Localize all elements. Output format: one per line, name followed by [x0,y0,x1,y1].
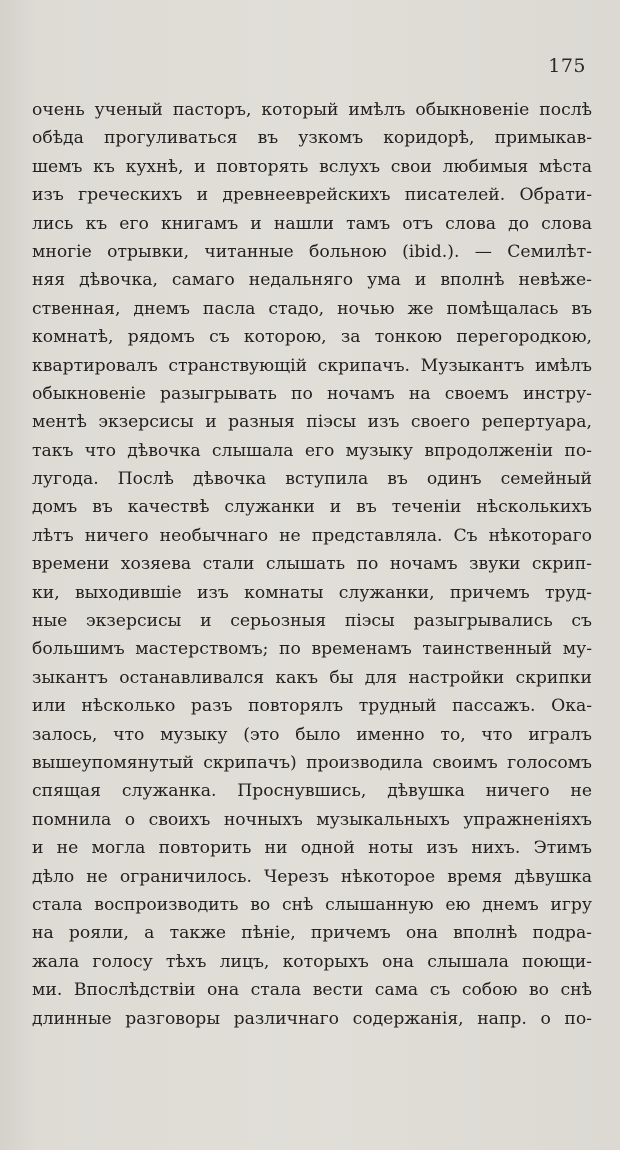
text-line: дѣло не ограничилось. Черезъ нѣкоторое время дѣвушка [32,866,592,887]
text-line: большимъ мастерствомъ; по временамъ таинственный му- [32,639,592,660]
body-text [32,96,592,1033]
text-line: лугода. Послѣ дѣвочка вступила въ одинъ семейный [32,469,592,490]
text-line: комнатѣ, рядомъ съ которою, за тонкою перегородкою, [32,327,592,348]
text-line: ные экзерсисы и серьозныя піэсы разыгрывались съ [32,611,592,632]
text-line: ственная, днемъ пасла стадо, ночью же помѣщалась въ [32,298,592,319]
text-line: очень ученый пасторъ, который имѣлъ обыкновеніе послѣ [32,100,592,120]
text-line: лись къ его книгамъ и нашли тамъ отъ слова до слова [32,213,592,234]
text-line: залось, что музыку (это было именно то, что игралъ [32,724,592,745]
text-line: ментѣ экзерсисы и разныя піэсы изъ своего репертуара, [32,412,592,433]
text-line: домъ въ качествѣ служанки и въ теченіи нѣсколькихъ [32,497,592,518]
text-line: жала голосу тѣхъ лицъ, которыхъ она слышала поющи- [32,951,592,972]
text-line: или нѣсколько разъ повторялъ трудный пассажъ. Ока- [32,696,592,717]
text-line: изъ греческихъ и древнееврейскихъ писателей. Обрати- [32,185,592,206]
text-line: стала воспроизводить во снѣ слышанную ею днемъ игру [32,894,592,915]
text-line: и не могла повторить ни одной ноты изъ нихъ. Этимъ [32,838,592,859]
text-line: многіе отрывки, читанные больною (ibid.). — Семилѣт- [32,241,592,262]
text-line: квартировалъ странствующій скрипачъ. Музыкантъ имѣлъ [32,355,592,376]
text-line: ки, выходившіе изъ комнаты служанки, причемъ труд- [32,582,592,603]
text-line: такъ что дѣвочка слышала его музыку впродолженіи по- [32,440,592,461]
text-line: вышеупомянутый скрипачъ) производила своимъ голосомъ [32,752,592,773]
text-line: лѣтъ ничего необычнаго не представляла. Съ нѣкотораго [32,525,592,546]
text-line: зыкантъ останавливался какъ бы для настройки скрипки [32,667,592,688]
text-line: обыкновеніе разыгрывать по ночамъ на своемъ инстру- [32,383,592,404]
page-number: 175 [548,55,586,77]
text-line: на рояли, а также пѣніе, причемъ она вполнѣ подра- [32,923,592,944]
text-line: времени хозяева стали слышать по ночамъ звуки скрип- [32,554,592,575]
text-line: шемъ къ кухнѣ, и повторять вслухъ свои любимыя мѣста [32,156,592,177]
text-line: длинные разговоры различнаго содержанія, напр. о по- [32,1008,592,1029]
text-line: няя дѣвочка, самаго недальняго ума и вполнѣ невѣже- [32,270,592,291]
text-line: обѣда прогуливаться въ узкомъ коридорѣ, примыкав- [32,128,592,149]
text-line: спящая служанка. Проснувшись, дѣвушка ничего не [32,781,592,802]
text-line: помнила о своихъ ночныхъ музыкальныхъ упражненіяхъ [32,809,592,830]
text-line: ми. Впослѣдствіи она стала вести сама съ собою во снѣ [32,980,592,1001]
